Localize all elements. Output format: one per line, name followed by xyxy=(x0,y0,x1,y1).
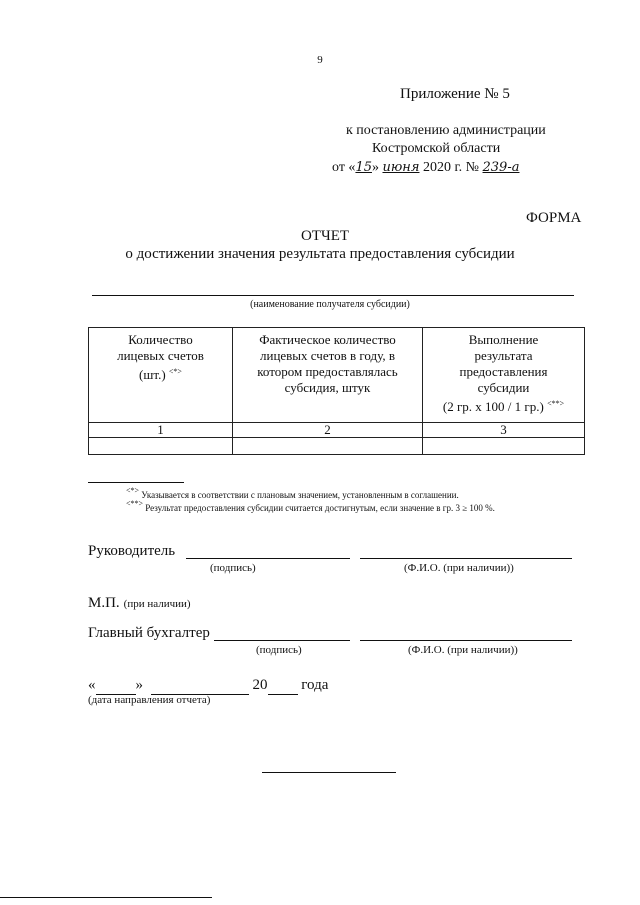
footnote-mark-2: <**> xyxy=(547,399,565,408)
report-title: ОТЧЕТ xyxy=(300,228,350,244)
date-caption: (дата направления отчета) xyxy=(88,694,211,706)
head-signature-caption: (подпись) xyxy=(210,562,256,574)
value-cell-actual[interactable] xyxy=(233,438,423,455)
handwritten-day: 15 xyxy=(355,160,372,175)
footnote-mark-1: <*> xyxy=(168,367,182,376)
decree-date-line xyxy=(332,160,519,176)
table-row xyxy=(89,438,585,455)
footnote-2-text: Результат предоставления субсидии считается достигнутым, если значение в гр. 3 ≥ 100 %. xyxy=(145,503,495,513)
accountant-signature-line[interactable] xyxy=(214,640,350,641)
header-2-line-3: котором предоставлялась xyxy=(257,364,398,379)
header-1-unit: (шт.) xyxy=(139,367,166,382)
footnote-1 xyxy=(126,486,459,500)
recipient-name-line[interactable] xyxy=(92,295,574,296)
table-number-row xyxy=(89,423,585,438)
header-3-line-5 xyxy=(426,396,581,415)
stamp-label: М.П. xyxy=(88,595,120,611)
value-cell-accounts[interactable] xyxy=(89,438,233,455)
accountant-name-line[interactable] xyxy=(360,640,572,641)
year-blank[interactable] xyxy=(268,677,298,695)
head-signature-line[interactable] xyxy=(186,558,350,559)
footnote-2-mark: <**> xyxy=(126,499,144,508)
header-3-line-4: субсидии xyxy=(477,380,530,395)
report-subtitle: о достижении значения результата предоставления субсидии xyxy=(125,246,515,262)
column-number: 2 xyxy=(233,423,423,438)
date-open-quote: « xyxy=(88,677,96,693)
accountant-label: Главный бухгалтер xyxy=(88,625,210,641)
recipient-caption: (наименование получателя субсидии) xyxy=(250,299,410,310)
footnote-separator xyxy=(88,482,184,483)
column-number: 1 xyxy=(89,423,233,438)
decree-line-1: к постановлению администрации xyxy=(346,123,546,138)
head-name-caption: (Ф.И.О. (при наличии)) xyxy=(404,562,514,574)
footnote-2 xyxy=(126,499,495,513)
header-cell-accounts xyxy=(89,328,233,423)
footnote-1-text: Указывается в соответствии с плановым значением, установленным в соглашении. xyxy=(141,490,459,500)
date-prefix: от « xyxy=(332,160,356,175)
head-name-line[interactable] xyxy=(360,558,572,559)
date-close-quote: » xyxy=(135,677,143,693)
handwritten-decree-number: 239-а xyxy=(482,160,520,175)
footnote-1-mark: <*> xyxy=(126,486,140,495)
report-date-field xyxy=(88,677,328,695)
accountant-signature-caption: (подпись) xyxy=(256,644,302,656)
day-blank[interactable] xyxy=(96,677,136,695)
form-label: ФОРМА xyxy=(526,210,582,226)
accountant-name-caption: (Ф.И.О. (при наличии)) xyxy=(408,644,518,656)
report-table xyxy=(88,327,585,455)
date-mid: » xyxy=(371,160,379,175)
header-1-line-3 xyxy=(92,364,229,383)
column-number: 3 xyxy=(423,423,585,438)
value-cell-result[interactable] xyxy=(423,438,585,455)
year-suffix: года xyxy=(301,677,329,693)
header-1-line-2: лицевых счетов xyxy=(117,348,204,363)
decree-line-2: Костромской области xyxy=(372,141,501,156)
appendix-title: Приложение № 5 xyxy=(400,86,510,102)
stamp-place xyxy=(88,594,191,612)
date-year: 2020 г. № xyxy=(422,160,480,175)
year-prefix: 20 xyxy=(252,677,268,693)
header-3-line-2: результата xyxy=(474,348,533,363)
bottom-edge-line xyxy=(0,897,212,898)
header-3-formula: (2 гр. х 100 / 1 гр.) xyxy=(442,399,544,414)
month-blank[interactable] xyxy=(151,677,249,695)
header-2-line-4: субсидия, штук xyxy=(284,380,371,395)
page-number: 9 xyxy=(317,54,323,66)
header-3-line-3: предоставления xyxy=(459,364,548,379)
header-2-line-1: Фактическое количество xyxy=(259,332,396,347)
header-1-line-1: Количество xyxy=(128,332,193,347)
table-header-row xyxy=(89,328,585,423)
stamp-note: (при наличии) xyxy=(123,598,191,610)
header-cell-actual xyxy=(233,328,423,423)
header-2-line-2: лицевых счетов в году, в xyxy=(260,348,395,363)
header-3-line-1: Выполнение xyxy=(468,332,539,347)
handwritten-month: июня xyxy=(382,160,420,175)
end-separator xyxy=(262,772,396,773)
head-label: Руководитель xyxy=(88,543,176,559)
header-cell-result xyxy=(423,328,585,423)
